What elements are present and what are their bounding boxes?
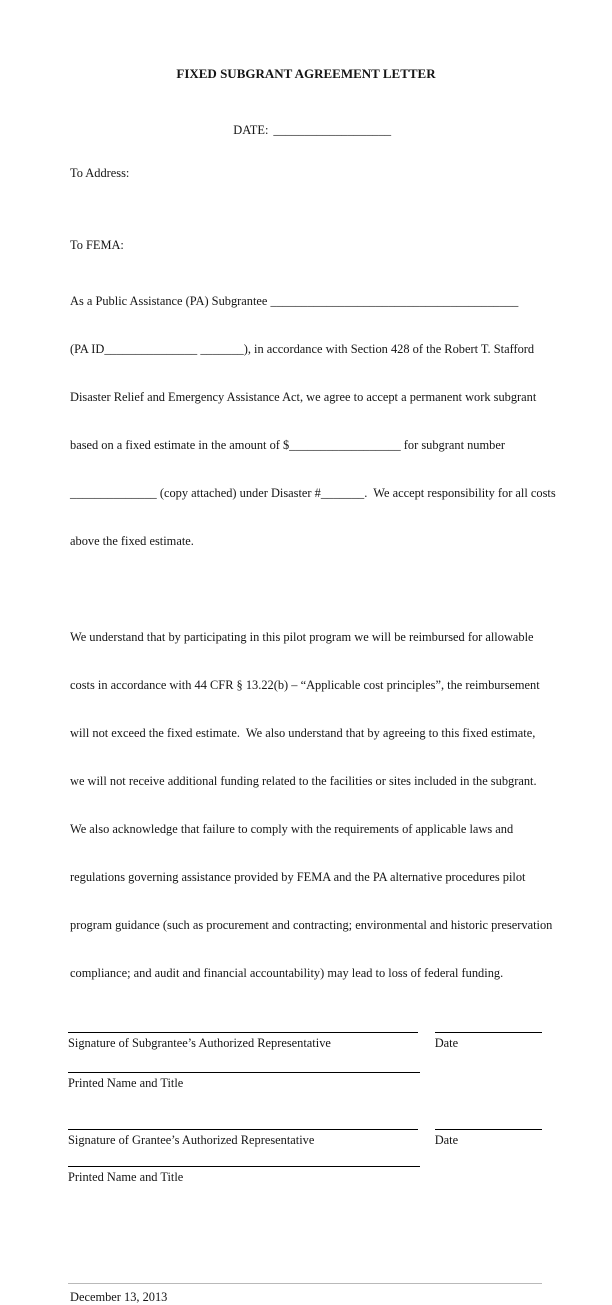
paragraph-agreement bbox=[70, 261, 556, 581]
date-blank: ___________________ bbox=[273, 123, 392, 137]
subgrantee-signature-row bbox=[68, 1032, 542, 1051]
text-line: above the fixed estimate. bbox=[70, 534, 194, 548]
text-line: (PA ID_______________ _______), in accordance with Section 428 of the Robert T. Stafford bbox=[70, 342, 535, 356]
footer-divider bbox=[68, 1283, 542, 1284]
grantee-printed-name-line bbox=[68, 1166, 420, 1185]
text-line: We understand that by participating in this pilot program we will be reimbursed for allowable bbox=[70, 630, 534, 644]
text-line: program guidance (such as procurement and contracting; environmental and historic preservation bbox=[70, 918, 553, 932]
subgrantee-signature-line bbox=[68, 1032, 418, 1051]
subgrantee-signature-label: Signature of Subgrantee’s Authorized Representative bbox=[68, 1036, 331, 1050]
text-line: compliance; and audit and financial accountability) may lead to loss of federal funding. bbox=[70, 966, 504, 980]
text-line: As a Public Assistance (PA) Subgrantee ________________________________________ bbox=[70, 294, 519, 308]
subgrantee-date-label: Date bbox=[434, 1036, 459, 1050]
footer-date: December 13, 2013 bbox=[70, 1290, 168, 1304]
subgrantee-printed-name-line bbox=[68, 1072, 420, 1091]
date-label: DATE: bbox=[233, 123, 269, 137]
to-address-label: To Address: bbox=[70, 166, 130, 180]
grantee-signature-label: Signature of Grantee’s Authorized Representative bbox=[68, 1133, 315, 1147]
document-page bbox=[0, 66, 612, 1304]
subgrantee-printed-name-label: Printed Name and Title bbox=[68, 1076, 184, 1090]
text-line: ______________ (copy attached) under Disaster #_______. We accept responsibility for all costs bbox=[70, 486, 556, 500]
text-line: We also acknowledge that failure to comply with the requirements of applicable laws and bbox=[70, 822, 514, 836]
text-line: costs in accordance with 44 CFR § 13.22(b) – “Applicable cost principles”, the reimbursement bbox=[70, 678, 540, 692]
subgrantee-date-line bbox=[435, 1032, 542, 1051]
text-line: we will not receive additional funding related to the facilities or sites included in the subgrant. bbox=[70, 774, 537, 788]
grantee-signature-row bbox=[68, 1129, 542, 1148]
text-line: will not exceed the fixed estimate. We also understand that by agreeing to this fixed estimate, bbox=[70, 726, 536, 740]
text-line: regulations governing assistance provided by FEMA and the PA alternative procedures pilot bbox=[70, 870, 526, 884]
document-title: FIXED SUBGRANT AGREEMENT LETTER bbox=[176, 66, 436, 81]
grantee-printed-name-label: Printed Name and Title bbox=[68, 1170, 184, 1184]
text-line: based on a fixed estimate in the amount of $__________________ for subgrant number bbox=[70, 438, 505, 452]
grantee-date-line bbox=[435, 1129, 542, 1148]
text-line: Disaster Relief and Emergency Assistance Act, we agree to accept a permanent work subgrant bbox=[70, 390, 537, 404]
to-fema-label: To FEMA: bbox=[70, 238, 124, 252]
grantee-date-label: Date bbox=[434, 1133, 459, 1147]
grantee-signature-line bbox=[68, 1129, 418, 1148]
paragraph-terms bbox=[70, 597, 553, 1013]
date-field bbox=[70, 106, 542, 154]
